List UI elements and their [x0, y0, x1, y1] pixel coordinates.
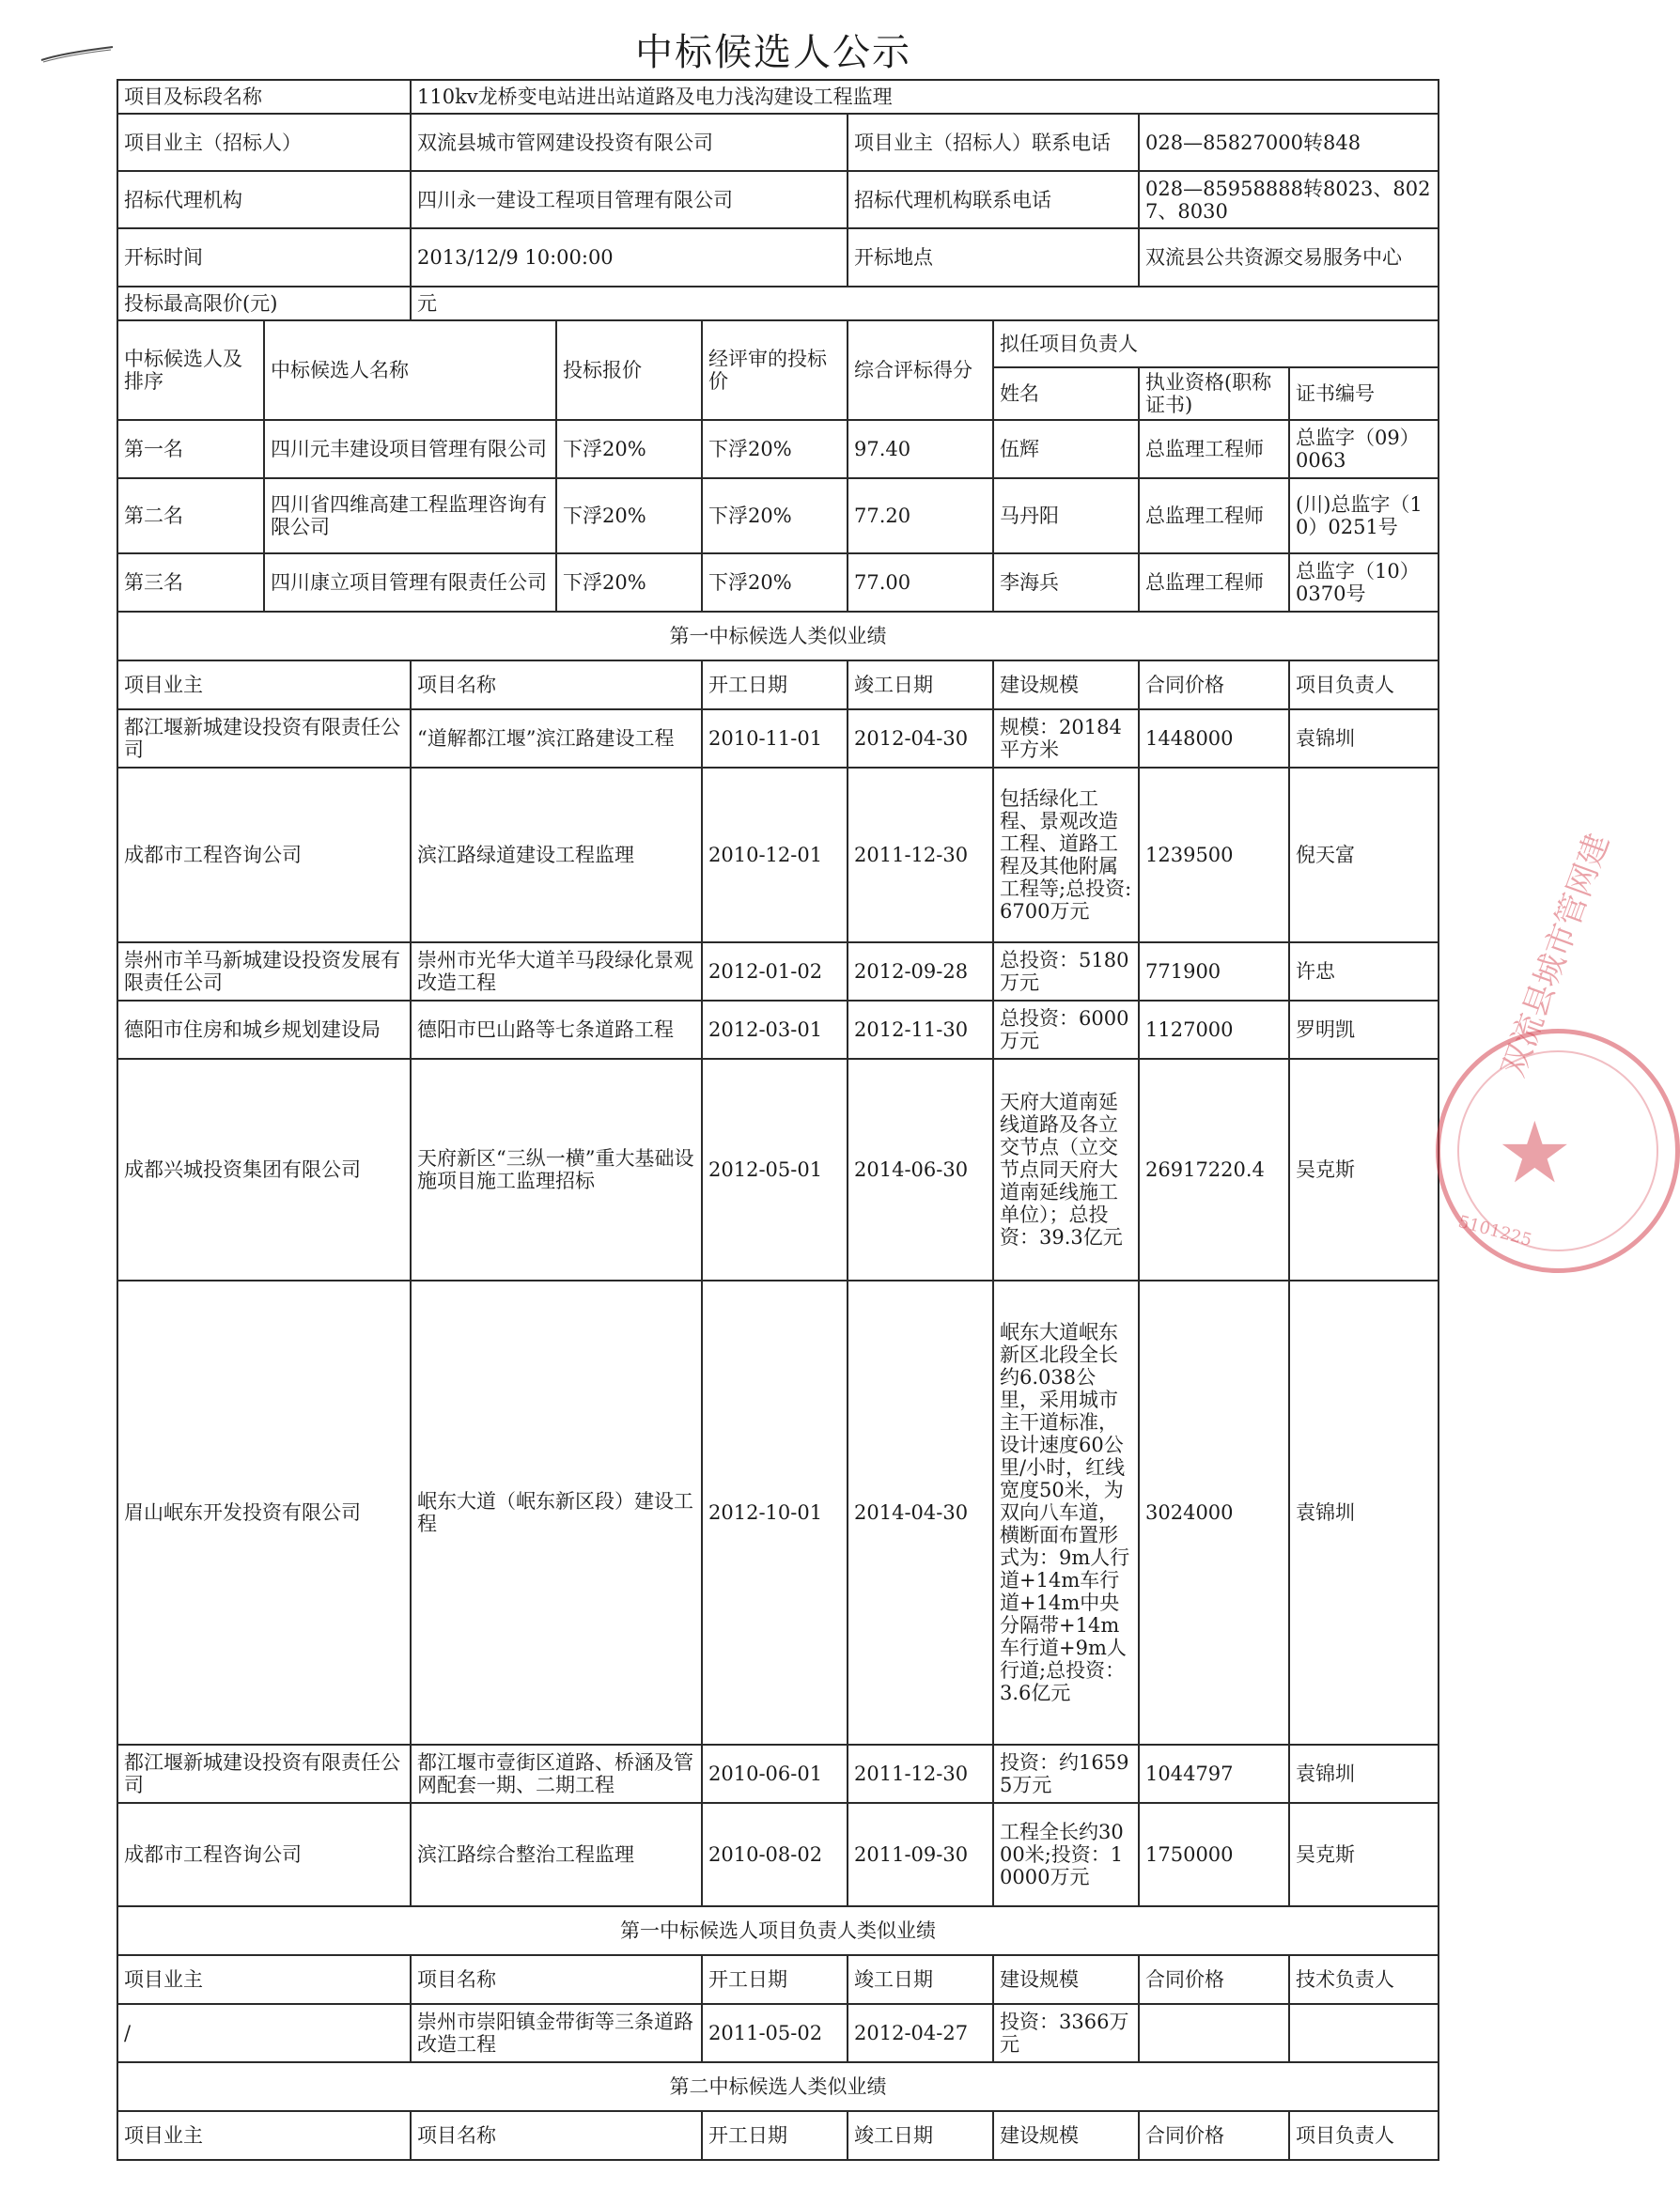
col-header: 开工日期 [702, 660, 848, 709]
row-project [117, 80, 1439, 114]
col-header: 技术负责人 [1289, 1955, 1439, 2004]
announcement-table [117, 79, 1439, 2161]
perf-start: 2010-06-01 [702, 1745, 848, 1803]
col-header: 项目业主 [117, 2111, 411, 2160]
perf-owner: 都江堰新城建设投资有限责任公司 [117, 1745, 411, 1803]
perf-owner: 都江堰新城建设投资有限责任公司 [117, 709, 411, 768]
row-agency [117, 171, 1439, 228]
perf-end: 2011-12-30 [848, 1745, 993, 1803]
perf-scale: 投资：约16595万元 [993, 1745, 1139, 1803]
perf-owner: 崇州市羊马新城建设投资发展有限责任公司 [117, 942, 411, 1001]
candidate-score: 77.00 [848, 553, 993, 612]
col-header: 合同价格 [1139, 2111, 1289, 2160]
perf-manager: 吴克斯 [1289, 1803, 1439, 1906]
candidate-rank: 第三名 [117, 553, 264, 612]
perf-owner: 眉山岷东开发投资有限公司 [117, 1281, 411, 1745]
max-price-value: 元 [411, 287, 1439, 320]
open-time-value: 2013/12/9 10:00:00 [411, 228, 848, 287]
perf-owner: 成都市工程咨询公司 [117, 1803, 411, 1906]
candidate-qualification: 总监理工程师 [1139, 553, 1289, 612]
owner-label: 项目业主（招标人） [117, 114, 411, 171]
perf-project: 崇州市崇阳镇金带街等三条道路改造工程 [411, 2004, 702, 2062]
perf-price: 1750000 [1139, 1803, 1289, 1906]
candidate-rank: 第二名 [117, 478, 264, 553]
candidate-bid: 下浮20% [556, 420, 702, 478]
candidate-manager: 伍辉 [993, 420, 1139, 478]
max-price-label: 投标最高限价(元) [117, 287, 411, 320]
perf-scale: 总投资：5180万元 [993, 942, 1139, 1001]
col-header: 竣工日期 [848, 660, 993, 709]
reviewed-header: 经评审的投标价 [702, 320, 848, 420]
perf-project: “道解都江堰”滨江路建设工程 [411, 709, 702, 768]
bid-header: 投标报价 [556, 320, 702, 420]
manager-name-header: 姓名 [993, 367, 1139, 420]
perf-manager: 许忠 [1289, 942, 1439, 1001]
agency-value: 四川永一建设工程项目管理有限公司 [411, 171, 848, 228]
perf-owner: 成都兴城投资集团有限公司 [117, 1059, 411, 1281]
perf-project: 滨江路绿道建设工程监理 [411, 768, 702, 942]
perf-manager: 倪天富 [1289, 768, 1439, 942]
star-icon: ★ [1497, 1104, 1573, 1203]
agency-label: 招标代理机构 [117, 171, 411, 228]
candidate-score: 97.40 [848, 420, 993, 478]
perf-manager: 袁锦圳 [1289, 709, 1439, 768]
col-header: 项目名称 [411, 2111, 702, 2160]
col-header: 项目业主 [117, 1955, 411, 2004]
perf-project: 滨江路综合整治工程监理 [411, 1803, 702, 1906]
perf-end: 2014-06-30 [848, 1059, 993, 1281]
perf-start: 2010-11-01 [702, 709, 848, 768]
perf-scale: 工程全长约3000米;投资：10000万元 [993, 1803, 1139, 1906]
perf-scale: 岷东大道岷东新区北段全长约6.038公里，采用城市主干道标准，设计速度60公里/小时，红线宽度50米，为双向八车道，横断面布置形式为：9m人行道+14m车行道+14m中央分隔带+14m车行道+9m人行道;总投资：3.6亿元 [993, 1281, 1139, 1745]
perf1-manager-section-title: 第一中标候选人项目负责人类似业绩 [117, 1906, 1439, 1955]
perf1-row [117, 1745, 1439, 1803]
candidate-name: 四川元丰建设项目管理有限公司 [264, 420, 556, 478]
agency-phone-label: 招标代理机构联系电话 [848, 171, 1139, 228]
perf1-row [117, 1803, 1439, 1906]
col-header: 建设规模 [993, 1955, 1139, 2004]
owner-phone-value: 028—85827000转848 [1139, 114, 1439, 171]
section-title-row [117, 612, 1439, 660]
score-header: 综合评标得分 [848, 320, 993, 420]
stamp-text: 双流县城市管网建 [1494, 829, 1618, 1082]
candidate-bid: 下浮20% [556, 553, 702, 612]
candidate-qualification: 总监理工程师 [1139, 420, 1289, 478]
col-header: 建设规模 [993, 2111, 1139, 2160]
perf-price: 771900 [1139, 942, 1289, 1001]
perf-end: 2014-04-30 [848, 1281, 993, 1745]
qualification-header: 执业资格(职称证书) [1139, 367, 1289, 420]
rank-header: 中标候选人及排序 [117, 320, 264, 420]
perf1-row [117, 1001, 1439, 1059]
perf-start: 2012-03-01 [702, 1001, 848, 1059]
perf1-manager-header-row [117, 1955, 1439, 2004]
section-title-row [117, 2062, 1439, 2111]
candidate-score: 77.20 [848, 478, 993, 553]
perf1-row [117, 768, 1439, 942]
perf-manager: 袁锦圳 [1289, 1745, 1439, 1803]
perf-start: 2012-05-01 [702, 1059, 848, 1281]
project-value: 110kv龙桥变电站进出站道路及电力浅沟建设工程监理 [411, 80, 1439, 114]
perf-end: 2012-11-30 [848, 1001, 993, 1059]
perf-end: 2012-04-27 [848, 2004, 993, 2062]
perf1-manager-row [117, 2004, 1439, 2062]
candidate-row [117, 420, 1439, 478]
perf-end: 2011-09-30 [848, 1803, 993, 1906]
perf1-row [117, 709, 1439, 768]
candidate-cert: 总监字（09）0063 [1289, 420, 1439, 478]
candidate-rank: 第一名 [117, 420, 264, 478]
candidate-cert: 总监字（10）0370号 [1289, 553, 1439, 612]
open-place-label: 开标地点 [848, 228, 1139, 287]
open-place-value: 双流县公共资源交易服务中心 [1139, 228, 1439, 287]
perf-manager: 袁锦圳 [1289, 1281, 1439, 1745]
perf1-row [117, 1281, 1439, 1745]
perf-owner: / [117, 2004, 411, 2062]
perf-project: 德阳市巴山路等七条道路工程 [411, 1001, 702, 1059]
manager-group-header: 拟任项目负责人 [993, 320, 1439, 367]
candidate-name: 四川省四维高建工程监理咨询有限公司 [264, 478, 556, 553]
perf-owner: 成都市工程咨询公司 [117, 768, 411, 942]
open-time-label: 开标时间 [117, 228, 411, 287]
candidates-header-row [117, 320, 1439, 367]
perf-start: 2012-01-02 [702, 942, 848, 1001]
perf-start: 2010-08-02 [702, 1803, 848, 1906]
name-header: 中标候选人名称 [264, 320, 556, 420]
candidate-reviewed: 下浮20% [702, 553, 848, 612]
candidate-bid: 下浮20% [556, 478, 702, 553]
candidate-row [117, 553, 1439, 612]
row-open [117, 228, 1439, 287]
perf1-row [117, 942, 1439, 1001]
candidate-manager: 李海兵 [993, 553, 1139, 612]
col-header: 竣工日期 [848, 1955, 993, 2004]
project-label: 项目及标段名称 [117, 80, 411, 114]
candidate-qualification: 总监理工程师 [1139, 478, 1289, 553]
perf1-header-row [117, 660, 1439, 709]
page-title: 中标候选人公示 [635, 31, 911, 74]
perf-tech-lead [1289, 2004, 1439, 2062]
owner-phone-label: 项目业主（招标人）联系电话 [848, 114, 1139, 171]
candidate-reviewed: 下浮20% [702, 420, 848, 478]
perf-end: 2012-09-28 [848, 942, 993, 1001]
row-max-price [117, 287, 1439, 320]
row-owner [117, 114, 1439, 171]
stamp-number: 5101225 [1455, 1211, 1534, 1251]
perf-price: 1044797 [1139, 1745, 1289, 1803]
perf-start: 2012-10-01 [702, 1281, 848, 1745]
col-header: 建设规模 [993, 660, 1139, 709]
perf-scale: 包括绿化工程、景观改造工程、道路工程及其他附属工程等;总投资:6700万元 [993, 768, 1139, 942]
perf-price: 1448000 [1139, 709, 1289, 768]
perf-price [1139, 2004, 1289, 2062]
col-header: 项目名称 [411, 1955, 702, 2004]
col-header: 合同价格 [1139, 1955, 1289, 2004]
col-header: 合同价格 [1139, 660, 1289, 709]
perf-end: 2011-12-30 [848, 768, 993, 942]
candidate-manager: 马丹阳 [993, 478, 1139, 553]
candidate-row [117, 478, 1439, 553]
perf2-section-title: 第二中标候选人类似业绩 [117, 2062, 1439, 2111]
agency-phone-value: 028—85958888转8023、8027、8030 [1139, 171, 1439, 228]
candidate-cert: (川)总监字（10）0251号 [1289, 478, 1439, 553]
perf-scale: 投资：3366万元 [993, 2004, 1139, 2062]
perf-owner: 德阳市住房和城乡规划建设局 [117, 1001, 411, 1059]
perf-scale: 天府大道南延线道路及各立交节点（立交节点同天府大道南延线施工单位）；总投资：39.3亿元 [993, 1059, 1139, 1281]
col-header: 竣工日期 [848, 2111, 993, 2160]
perf-scale: 规模：20184平方米 [993, 709, 1139, 768]
perf-project: 都江堰市壹街区道路、桥涵及管网配套一期、二期工程 [411, 1745, 702, 1803]
perf-scale: 总投资：6000万元 [993, 1001, 1139, 1059]
perf1-section-title: 第一中标候选人类似业绩 [117, 612, 1439, 660]
perf-manager: 罗明凯 [1289, 1001, 1439, 1059]
owner-value: 双流县城市管网建设投资有限公司 [411, 114, 848, 171]
perf-end: 2012-04-30 [848, 709, 993, 768]
perf-project: 崇州市光华大道羊马段绿化景观改造工程 [411, 942, 702, 1001]
col-header: 开工日期 [702, 1955, 848, 2004]
red-seal-stamp [1436, 829, 1680, 1273]
perf2-header-row [117, 2111, 1439, 2160]
col-header: 项目名称 [411, 660, 702, 709]
col-header: 项目负责人 [1289, 660, 1439, 709]
section-title-row [117, 1906, 1439, 1955]
perf-price: 1127000 [1139, 1001, 1289, 1059]
perf-price: 3024000 [1139, 1281, 1289, 1745]
perf1-row [117, 1059, 1439, 1281]
candidate-name: 四川康立项目管理有限责任公司 [264, 553, 556, 612]
cert-header: 证书编号 [1289, 367, 1439, 420]
perf-manager: 吴克斯 [1289, 1059, 1439, 1281]
perf-project: 岷东大道（岷东新区段）建设工程 [411, 1281, 702, 1745]
perf-price: 26917220.4 [1139, 1059, 1289, 1281]
perf-start: 2011-05-02 [702, 2004, 848, 2062]
col-header: 项目业主 [117, 660, 411, 709]
perf-price: 1239500 [1139, 768, 1289, 942]
perf-project: 天府新区“三纵一横”重大基础设施项目施工监理招标 [411, 1059, 702, 1281]
perf-start: 2010-12-01 [702, 768, 848, 942]
col-header: 项目负责人 [1289, 2111, 1439, 2160]
candidate-reviewed: 下浮20% [702, 478, 848, 553]
col-header: 开工日期 [702, 2111, 848, 2160]
